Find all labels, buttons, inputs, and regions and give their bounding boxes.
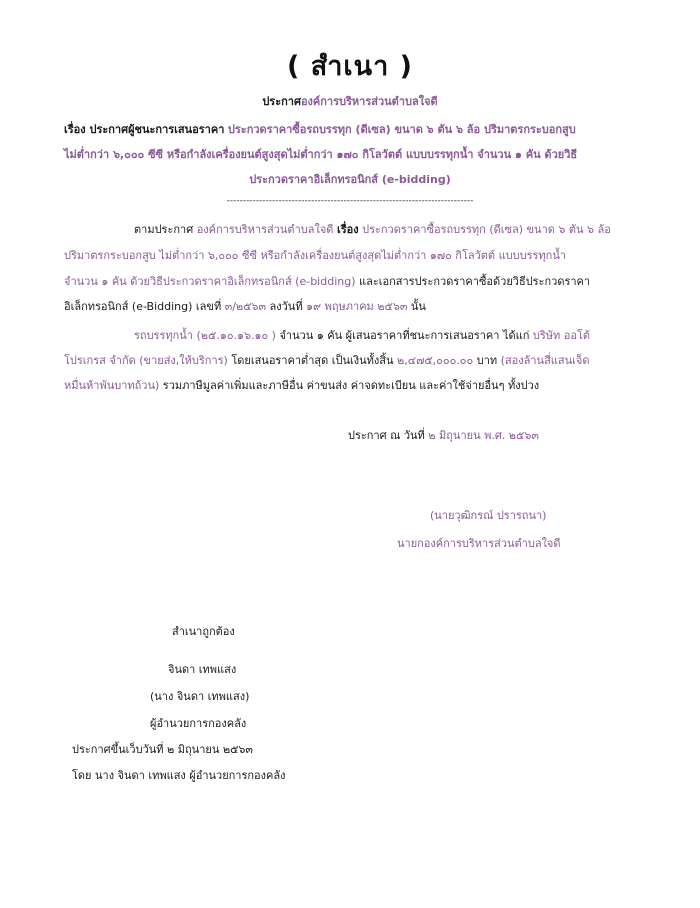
certified-label: สำเนาถูกต้อง	[172, 625, 235, 638]
body-p2-line-2	[64, 351, 589, 371]
text-winner-label: จำนวน ๑ คัน ผู้เสนอราคาที่ชนะการเสนอราคา ได้แก่	[279, 329, 530, 342]
text-ebidding: อิเล็กทรอนิกส์ (e-Bidding) เลขที่	[64, 300, 222, 313]
text-company-2: โปรเกรส จำกัด (ขายส่ง,ให้บริการ)	[64, 354, 228, 367]
text-vehicle: รถบรรทุกน้ำ (๒๕.๑๐.๑๖.๑๐ )	[134, 329, 276, 342]
text-according: ตามประกาศ	[134, 223, 194, 236]
body-p1-line-1	[134, 220, 611, 240]
copy-title: ( สำเนา )	[287, 51, 413, 82]
text-dated: ลงวันที่	[269, 300, 303, 313]
divider: ----------------------------------------------------------------------------	[226, 196, 474, 206]
text-price: ๒,๔๗๕,๐๐๐.๐๐	[397, 354, 474, 367]
signer-position: นายกองค์การบริหารส่วนตำบลใจดี	[397, 537, 561, 550]
body-p1-line-4	[64, 297, 426, 317]
text-method: จำนวน ๑ คัน ด้วยวิธีประกวดราคาอิเล็กทรอนิกส์ (e-bidding)	[64, 275, 356, 288]
certified-position: ผู้อำนวยการกองคลัง	[150, 717, 247, 730]
text-item: ประกวดราคาซื้อรถบรรทุก (ดีเซล) ขนาด ๖ ตัน ๖ ล้อ	[362, 223, 611, 236]
subject-text-1: ประกวดราคาซื้อรถบรรทุก (ดีเซล) ขนาด ๖ ตัน ๖ ล้อ ปริมาตรกระบอกสูบ	[227, 123, 576, 136]
text-price-includes: รวมภาษีมูลค่าเพิ่มและภาษีอื่น ค่าขนส่ง ค่าจดทะเบียน และค่าใช้จ่ายอื่นๆ ทั้งปวง	[162, 379, 540, 392]
text-price-words-1: (สองล้านสี่แสนเจ็ด	[500, 354, 590, 367]
body-p2-line-1	[134, 326, 590, 346]
text-price-words-2: หมื่นห้าพันบาทถ้วน)	[64, 379, 160, 392]
text-price-label: โดยเสนอราคาต่ำสุด เป็นเงินทั้งสิ้น	[231, 354, 394, 367]
subject-line-3: ประกวดราคาอิเล็กทรอนิกส์ (e-bidding)	[249, 173, 451, 186]
announce-date	[348, 426, 539, 446]
text-documents: และเอกสารประกวดราคาซื้อด้วยวิธีประกวดราคา	[359, 275, 591, 288]
subject-label: เรื่อง ประกาศผู้ชนะการเสนอราคา	[64, 123, 225, 136]
text-end: นั้น	[410, 300, 426, 313]
announce-label: ประกาศ ณ วันที่	[348, 429, 425, 442]
text-org: องค์การบริหารส่วนตำบลใจดี	[196, 223, 334, 236]
header-prefix: ประกาศ	[262, 95, 301, 108]
subject-line-1	[64, 120, 576, 140]
text-subject: เรื่อง	[336, 223, 359, 236]
text-doc-number: ๓/๒๕๖๓	[224, 300, 267, 313]
text-company-1: บริษัท ออโต้	[532, 329, 591, 342]
text-doc-date: ๑๙ พฤษภาคม ๒๕๖๓	[306, 300, 408, 313]
announcement-header	[0, 92, 700, 112]
certified-signature: จินดา เทพแสง	[168, 663, 237, 676]
body-p1-line-2: ปริมาตรกระบอกสูบ ไม่ต่ำกว่า ๖,๐๐๐ ซีซี หรือกำลังเครื่องยนต์สูงสุดไม่ต่ำกว่า ๑๗๐ กิโลวัตต์ แบบบรรทุกน้ำ	[64, 249, 567, 262]
announce-date-value: ๒ มิถุนายน พ.ศ. ๒๕๖๓	[428, 429, 539, 442]
subject-line-2: ไม่ต่ำกว่า ๖,๐๐๐ ซีซี หรือกำลังเครื่องยนต์สูงสุดไม่ต่ำกว่า ๑๗๐ กิโลวัตต์ แบบบรรทุกน้ำ จำนวน ๑ คัน ด้วยวิธี	[64, 148, 578, 161]
body-p1-line-3	[64, 272, 590, 292]
certified-name: (นาง จินดา เทพแสง)	[150, 690, 250, 703]
header-org: องค์การบริหารส่วนตำบลใจดี	[300, 95, 438, 108]
footer-web-date: ประกาศขึ้นเว็บวันที่ ๒ มิถุนายน ๒๕๖๓	[72, 743, 253, 756]
body-p2-line-3	[64, 376, 539, 396]
signer-name: (นายวุฒิกรณ์ ปรารถนา)	[430, 509, 547, 522]
footer-by: โดย นาง จินดา เทพแสง ผู้อำนวยการกองคลัง	[72, 769, 286, 782]
text-baht: บาท	[476, 354, 498, 367]
